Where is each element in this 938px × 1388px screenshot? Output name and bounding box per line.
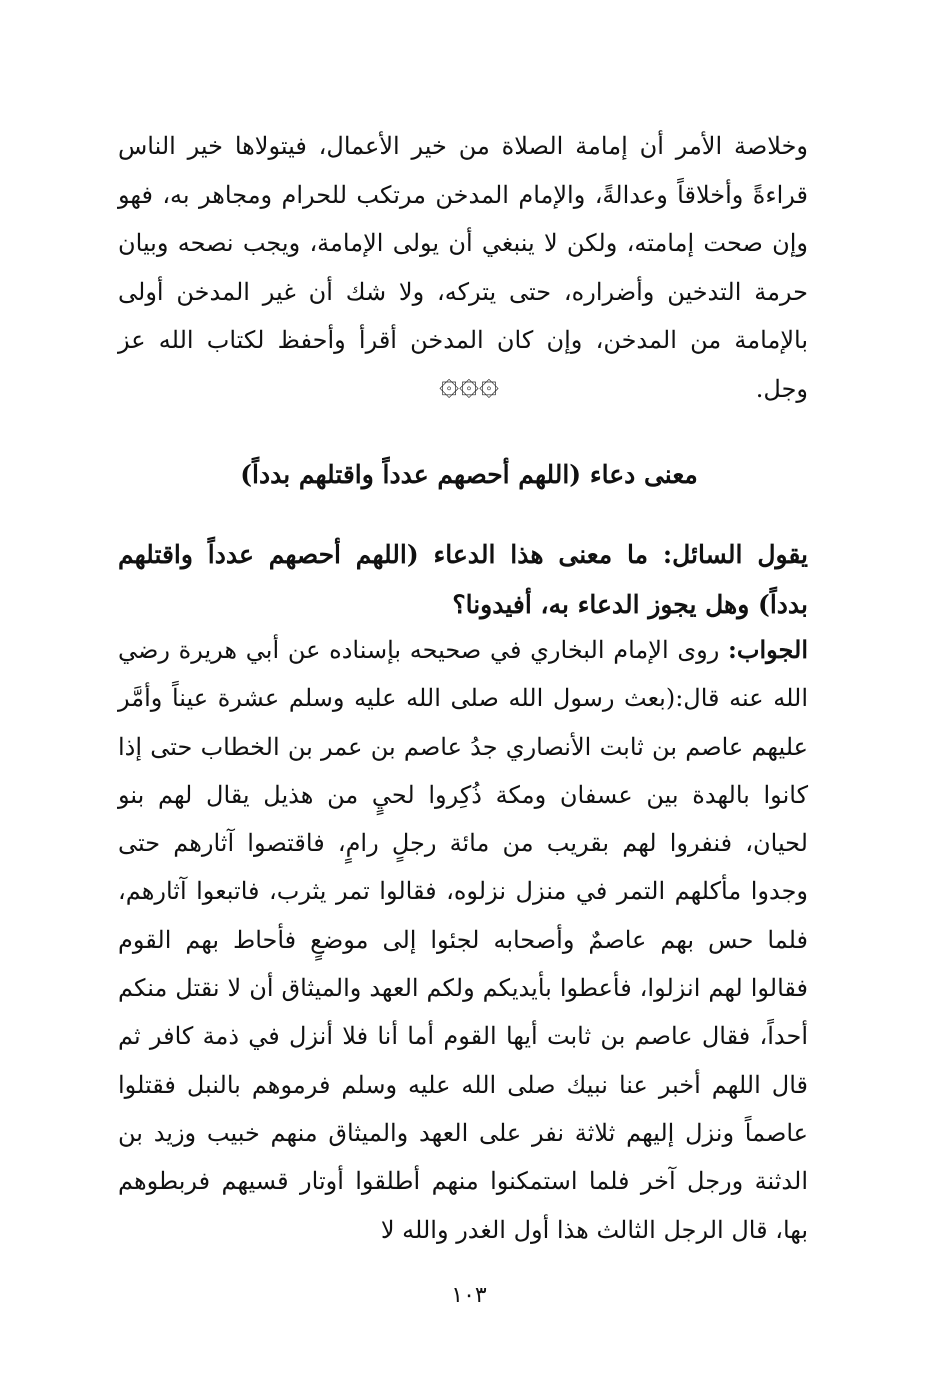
question-paragraph: يقول السائل: ما معنى هذا الدعاء (اللهم أحصهم عدداً واقتلهم بدداً) وهل يجوز الدعاء به، أفيدونا؟ — [118, 540, 808, 619]
answer-paragraph — [118, 626, 808, 1254]
section-divider-ornament: ۞۞۞ — [439, 363, 499, 403]
answer-text: روى الإمام البخاري في صحيحه بإسناده عن أبي هريرة رضي الله عنه قال:(بعث رسول الله صلى الله عليه وسلم عشرة عيناً وأمَّر عليهم عاصم بن ثابت الأنصاري جدُ عاصم بن عمر بن الخطاب حتى إذا كانوا بالهدة بين عسفان ومكة ذُكِروا لحيٍ من هذيل يقال لهم بنو لحيان، فنفروا لهم بقريب من مائة رجلٍ رامٍ، فاقتصوا آثارهم حتى وجدوا مأكلهم التمر في منزل نزلوه، فقالوا تمر يثرب، فاتبعوا آثارهم، فلما حس بهم عاصمٌ وأصحابه لجئوا إلى موضعٍ فأحاط بهم القوم فقالوا لهم انزلوا، فأعطوا بأيديكم ولكم العهد والميثاق أن لا نقتل منكم أحداً، فقال عاصم بن ثابت أيها القوم أما أنا فلا أنزل في ذمة كافر ثم قال اللهم أخبر عنا نبيك صلى الله عليه وسلم فرموهم بالنبل فقتلوا عاصماً ونزل إليهم ثلاثة نفر على العهد والميثاق منهم خبيب وزيد بن الدثنة ورجل آخر فلما استمكنوا منهم أطلقوا أوتار قسيهم فربطوهم بها، قال الرجل الثالث هذا أول الغدر والله لا — [118, 636, 808, 1244]
answer-label: الجواب: — [728, 635, 808, 664]
intro-paragraph: وخلاصة الأمر أن إمامة الصلاة من خير الأعمال، فيتولاها خير الناس قراءةً وأخلاقاً وعدالةً، والإمام المدخن مرتكب للحرام ومجاهر به، فهو وإن صحت إمامته، ولكن لا ينبغي أن يولى الإمامة، ويجب نصحه وبيان حرمة التدخين وأضراره، حتى يتركه، ولا شك أن غير المدخن أولى بالإمامة من المدخن، وإن كان المدخن أقرأ وأحفظ لكتاب الله عز وجل. — [118, 132, 808, 403]
section-heading: معنى دعاء (اللهم أحصهم عدداً واقتلهم بدداً) — [240, 460, 698, 489]
page-number: ١٠٣ — [451, 1283, 487, 1308]
